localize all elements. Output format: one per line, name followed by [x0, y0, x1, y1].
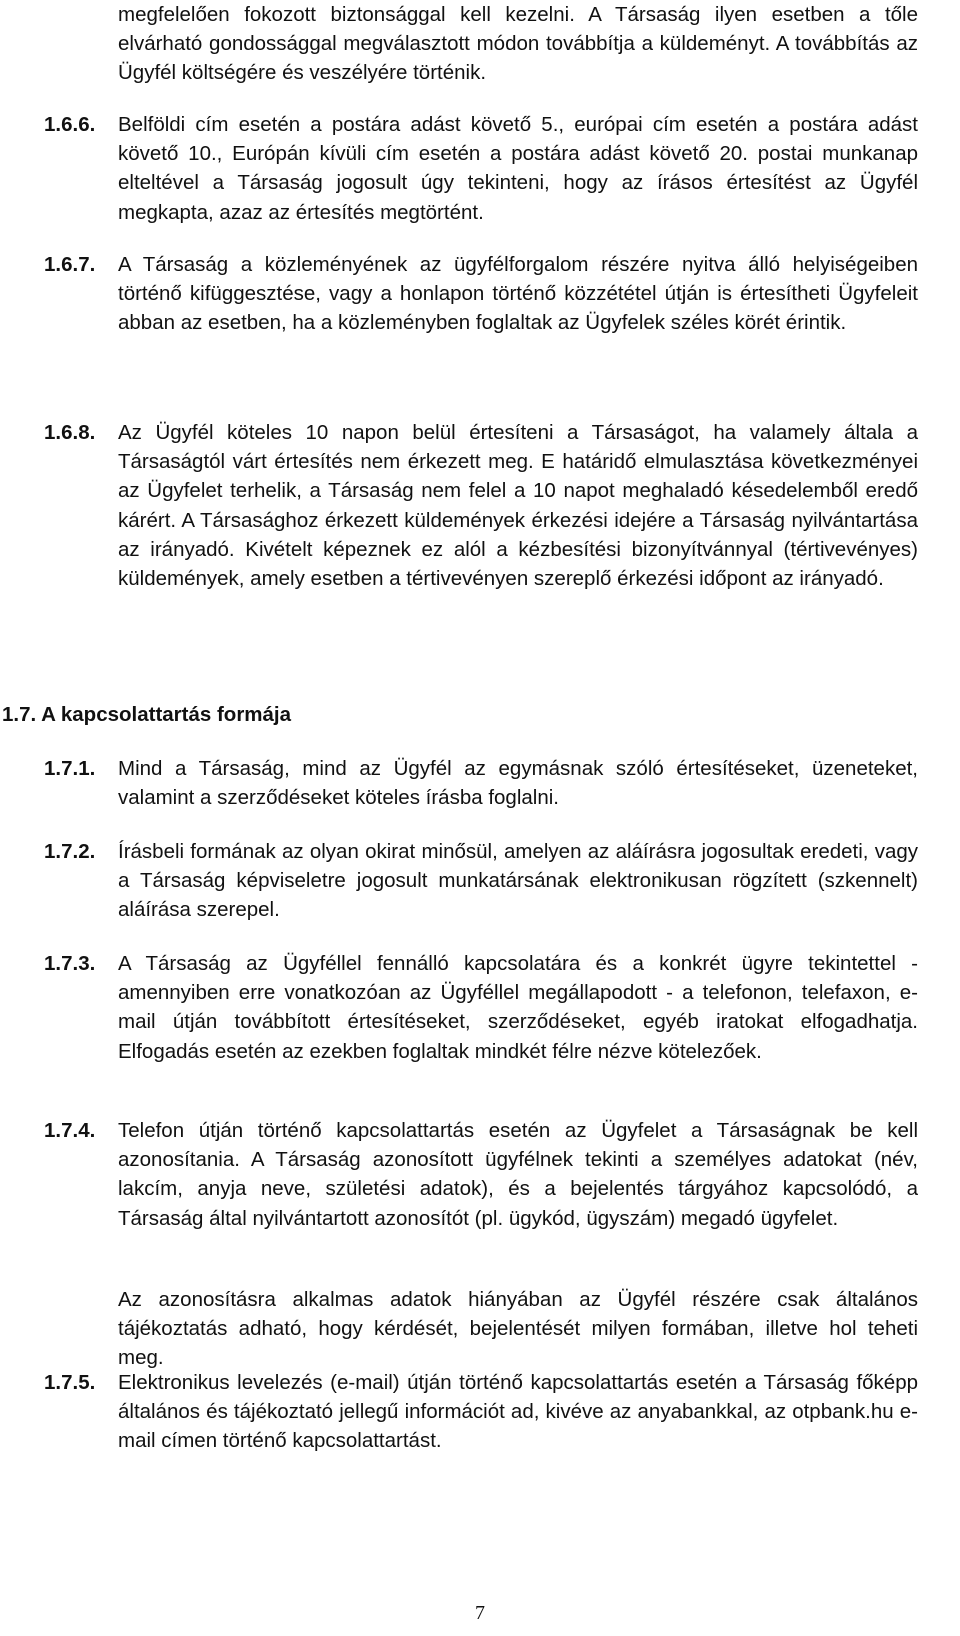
- paragraph-1-7-3: A Társaság az Ügyféllel fennálló kapcsolatára és a konkrét ügyre tekintettel - amennyiben erre vonatkozóan az Ügyféllel megállapodott - a telefonon, telefaxon, e-mail útján továbbított értesítéseket, szerződéseket, egyéb iratokat elfogadhatja. Elfogadás esetén az ezekben foglaltak mindkét félre nézve kötelezőek.: [118, 952, 918, 1063]
- paragraph-1-6-8: Az Ügyfél köteles 10 napon belül értesíteni a Társaságot, ha valamely általa a Társaságtól várt értesítés nem érkezett meg. E határidő elmulasztása következményei az Ügyfelet terhelik, a Társaság nem felel a 10 napot meghaladó késedelemből eredő kárért. A Társasághoz érkezett küldemények érkezési idejére a Társaság nyilvántartása az irányadó. Kivételt képeznek ez alól a kézbesítési bizonyítvánnyal (tértivevényes) küldemények, amely esetben a tértivevényen szereplő érkezési időpont az irányadó.: [118, 421, 918, 591]
- paragraph-number-1-7-1: 1.7.1.: [44, 757, 96, 780]
- paragraph-1-7-2: Írásbeli formának az olyan okirat minősül, amelyen az aláírásra jogosultak eredeti, vagy a Társaság képviseletre jogosult munkatársának elektronikusan rögzített (szkennelt) aláírása szerepel.: [118, 840, 918, 922]
- paragraph-1-7-5: Elektronikus levelezés (e-mail) útján történő kapcsolattartás esetén a Társaság főképp általános és tájékoztató jellegű információt ad, kivéve az anyabankkal, az otpbank.hu e-mail címen történő kapcsolattartást.: [118, 1371, 918, 1453]
- paragraph-number-1-6-8: 1.6.8.: [44, 421, 96, 444]
- paragraph-1-7-1: Mind a Társaság, mind az Ügyfél az egymásnak szóló értesítéseket, üzeneteket, valamint a szerződéseket köteles írásba foglalni.: [118, 757, 918, 810]
- paragraph-number-1-7-3: 1.7.3.: [44, 952, 96, 975]
- page-number: 7: [475, 1602, 485, 1624]
- paragraph-1-6-7: A Társaság a közleményének az ügyfélforgalom részére nyitva álló helyiségeiben történő kifüggesztése, vagy a honlapon történő közzététel útján is értesítheti Ügyfeleit abban az esetben, ha a közleményben foglaltak az Ügyfelek széles körét érintik.: [118, 253, 918, 335]
- intro-paragraph: megfelelően fokozott biztonsággal kell kezelni. A Társaság ilyen esetben a tőle elvárható gondossággal megválasztott módon továbbítja a küldeményt. A továbbítás az Ügyfél költségére és veszélyére történik.: [118, 3, 918, 85]
- paragraph-number-1-7-5: 1.7.5.: [44, 1371, 96, 1394]
- paragraph-1-7-4-continued: Az azonosításra alkalmas adatok hiányában az Ügyfél részére csak általános tájékoztatás adható, hogy kérdését, bejelentését milyen formában, illetve hol teheti meg.: [118, 1288, 918, 1370]
- paragraph-number-1-7-4: 1.7.4.: [44, 1119, 96, 1142]
- section-heading: 1.7. A kapcsolattartás formája: [2, 703, 292, 726]
- paragraph-number-1-7-2: 1.7.2.: [44, 840, 96, 863]
- paragraph-number-1-6-6: 1.6.6.: [44, 113, 96, 136]
- paragraph-1-7-4: Telefon útján történő kapcsolattartás esetén az Ügyfelet a Társaságnak be kell azonosítania. A Társaság azonosított ügyfélnek tekinti a személyes adatokat (név, lakcím, anyja neve, születési adatok), és a bejelentés tárgyához kapcsolódó, a Társaság által nyilvántartott azonosítót (pl. ügykód, ügyszám) megadó ügyfelet.: [118, 1119, 918, 1230]
- paragraph-1-6-6: Belföldi cím esetén a postára adást követő 5., európai cím esetén a postára adást követő 10., Európán kívüli cím esetén a postára adást követő 20. postai munkanap elteltével a Társaság jogosult úgy tekinteni, hogy az írásos értesítést az Ügyfél megkapta, azaz az értesítés megtörtént.: [118, 113, 918, 224]
- paragraph-number-1-6-7: 1.6.7.: [44, 253, 96, 276]
